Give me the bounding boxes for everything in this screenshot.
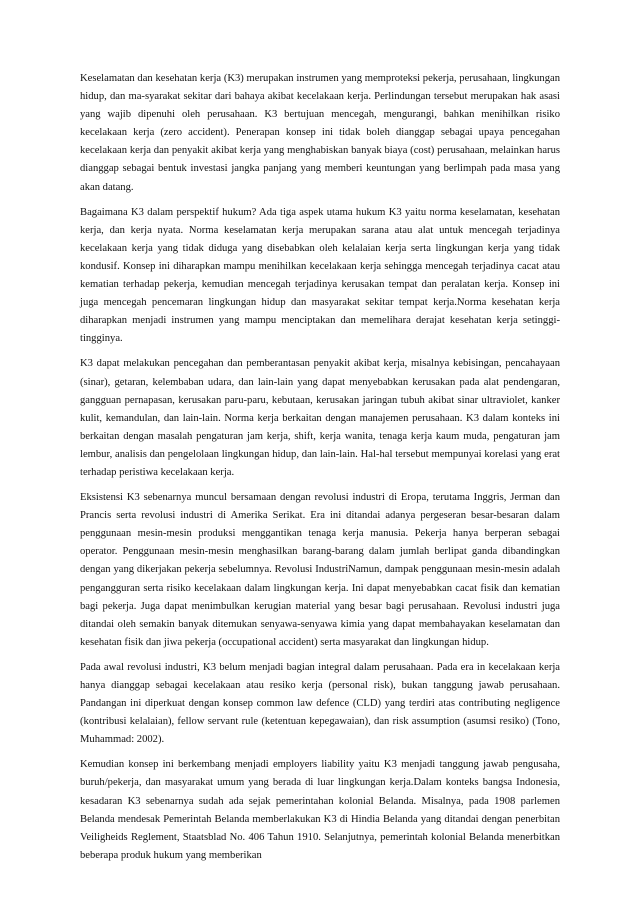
paragraph-1: Keselamatan dan kesehatan kerja (K3) merupakan instrumen yang memproteksi pekerja, perusahaan, lingkungan hidup, dan ma-syarakat sekitar dari bahaya akibat kecelakaan kerja. Perlindungan tersebut merupakan hak asasi yang wajib dipenuhi oleh perusahaan. K3 bertujuan mencegah, mengurangi, bahkan menihilkan risiko kecelakaan kerja (zero accident). Penerapan konsep ini tidak boleh dianggap sebagai upaya pencegahan kecelakaan kerja dan penyakit akibat kerja yang menghabiskan banyak biaya (cost) perusahaan, melainkan harus dianggap sebagai bentuk investasi jangka panjang yang memberi keuntungan yang berlimpah pada masa yang akan datang.: [80, 73, 560, 193]
paragraph-5: Pada awal revolusi industri, K3 belum menjadi bagian integral dalam perusahaan. Pada era in kecelakaan kerja hanya dianggap sebagai kecelakaan atau resiko kerja (personal risk), bukan tanggung jawab perusahaan. Pandangan ini diperkuat dengan konsep common law defence (CLD) yang terdiri atas contributing negligence (kontribusi kelalaian), fellow servant rule (ketentuan kepegawaian), dan risk assumption (asumsi resiko) (Tono, Muhammad: 2002).: [80, 661, 560, 746]
document-body: [80, 70, 560, 872]
paragraph-6: Kemudian konsep ini berkembang menjadi employers liability yaitu K3 menjadi tanggung jawab pengusaha, buruh/pekerja, dan masyarakat umum yang berada di luar lingkungan kerja.Dalam konteks bangsa Indonesia, kesadaran K3 sebenarnya sudah ada sejak pemerintahan kolonial Belanda. Misalnya, pada 1908 parlemen Belanda mendesak Pemerintah Belanda memberlakukan K3 di Hindia Belanda yang ditandai dengan penerbitan Veiligheids Reglement, Staatsblad No. 406 Tahun 1910. Selanjutnya, pemerintah kolonial Belanda menerbitkan beberapa produk hukum yang memberikan: [80, 759, 560, 861]
paragraph-4: Eksistensi K3 sebenarnya muncul bersamaan dengan revolusi industri di Eropa, terutama Inggris, Jerman dan Prancis serta revolusi industri di Amerika Serikat. Era ini ditandai adanya pergeseran besar-besaran dalam penggunaan mesin-mesin produksi menggantikan tenaga kerja manusia. Pekerja hanya berperan sebagai operator. Penggunaan mesin-mesin menghasilkan barang-barang dalam jumlah berlipat ganda dibandingkan dengan yang dikerjakan pekerja sebelumnya. Revolusi IndustriNamun, dampak penggunaan mesin-mesin adalah pengangguran serta risiko kecelakaan dalam lingkungan kerja. Ini dapat menyebabkan cacat fisik dan kematian bagi pekerja. Juga dapat menimbulkan kerugian material yang besar bagi perusahaan. Revolusi industri juga ditandai oleh semakin banyak ditemukan senyawa-senyawa kimia yang dapat membahayakan keselamatan dan kesehatan fisik dan jiwa pekerja (occupational accident) serta masyarakat dan lingkungan hidup.: [80, 492, 560, 648]
paragraph-3: K3 dapat melakukan pencegahan dan pemberantasan penyakit akibat kerja, misalnya kebisingan, pencahayaan (sinar), getaran, kelembaban udara, dan lain-lain yang dapat menyebabkan kerusakan pada alat pendengaran, gangguan pernapasan, kerusakan paru-paru, kebutaan, kerusakan jaringan tubuh akibat sinar ultraviolet, kanker kulit, kemandulan, dan lain-lain. Norma kerja berkaitan dengan manajemen perusahaan. K3 dalam konteks ini berkaitan dengan masalah pengaturan jam kerja, shift, kerja wanita, tenaga kerja kaum muda, pengaturan jam lembur, analisis dan pengelolaan lingkungan hidup, dan lain-lain. Hal-hal tersebut mempunyai korelasi yang erat terhadap peristiwa kecelakaan kerja.: [80, 358, 560, 478]
paragraph-2: Bagaimana K3 dalam perspektif hukum? Ada tiga aspek utama hukum K3 yaitu norma keselamatan, kesehatan kerja, dan kerja nyata. Norma keselamatan kerja merupakan sarana atau alat untuk mencegah terjadinya kecelakaan kerja yang tidak diduga yang disebabkan oleh kelalaian kerja serta lingkungan kerja yang tidak kondusif. Konsep ini diharapkan mampu menihilkan kecelakaan kerja sehingga mencegah terjadinya cacat atau kematian terhadap pekerja, kemudian mencegah terjadinya kerusakan tempat dan peralatan kerja. Konsep ini juga mencegah pencemaran lingkungan hidup dan masyarakat sekitar tempat kerja.Norma kesehatan kerja diharapkan menjadi instrumen yang mampu menciptakan dan memelihara derajat kesehatan kerja setinggi-tingginya.: [80, 206, 560, 345]
